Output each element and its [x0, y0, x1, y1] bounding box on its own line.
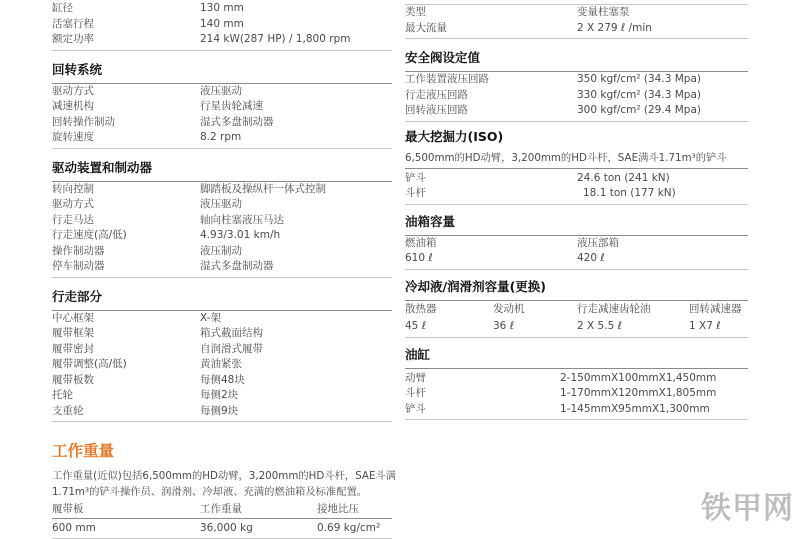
section-title-digging-force: 最大挖掘力(ISO): [405, 128, 504, 144]
spec-row: 停车制动器 湿式多盘制动器: [52, 260, 274, 272]
coolant-header: 散热器 发动机 行走减速齿轮油 回转减速器: [405, 302, 742, 315]
digging-note: 6,500mm的HD动臂，3,200mm的HD斗杆，SAE满斗1.71m³的铲斗: [405, 151, 727, 164]
section-title-coolant-capacity: 冷却液/润滑剂容量(更换): [405, 278, 546, 294]
section-title-swing: 回转系统: [52, 61, 103, 77]
spec-row: 回转操作制动 湿式多盘制动器: [52, 115, 274, 128]
spec-row: 履带调整(高/低) 黄油紧张: [52, 358, 242, 370]
left-column: [52, 0, 397, 539]
spec-row: 行走马达 轴向柱塞液压马达: [52, 213, 284, 226]
spec-row: 履带密封 自润滑式履带: [52, 342, 263, 355]
coolant-values: 45 ℓ 36 ℓ 2 X 5.5 ℓ 1 X7 ℓ: [405, 320, 721, 332]
spec-row: 操作制动器 液压制动: [52, 244, 242, 257]
tank-header: 燃油箱 液压部箱: [405, 236, 619, 249]
spec-row: 转向控制 脚踏板及操纵杆一体式控制: [52, 182, 326, 195]
spec-row: 类型 变量柱塞泵: [405, 6, 630, 18]
spec-row: 支重轮 每侧9块: [52, 404, 239, 417]
section-title-cylinders: 油缸: [405, 346, 431, 362]
section-title-drive: 驱动装置和制动器: [52, 159, 153, 175]
weight-table-row: 600 mm 36,000 kg 0.69 kg/cm²: [52, 521, 381, 534]
tank-values: 610 ℓ 420 ℓ: [405, 252, 605, 264]
section-title-relief-valve: 安全阀设定值: [405, 50, 481, 65]
spec-row: 斗杆 1-170mmX120mmX1,805mm: [405, 387, 717, 399]
spec-row: 回转液压回路 300 kgf/cm² (29.4 Mpa): [405, 104, 701, 116]
spec-row: 履带框架 箱式截面结构: [52, 327, 263, 339]
spec-row: 行走液压回路 330 kgf/cm² (34.3 Mpa): [405, 88, 701, 101]
spec-row: 活塞行程 140 mm: [52, 17, 244, 30]
spec-row: 工作装置液压回路 350 kgf/cm² (34.3 Mpa): [405, 73, 701, 85]
spec-row: 动臂 2-150mmX100mmX1,450mm: [405, 371, 717, 384]
section-title-operating-weight: 工作重量: [52, 442, 115, 460]
spec-row: 铲斗 1-145mmX95mmX1,300mm: [405, 402, 710, 415]
watermark-logo: 铁甲网: [701, 491, 794, 526]
spec-row: 驱动方式 液压驱动: [52, 84, 242, 97]
spec-row: 中心框架 X-架: [52, 311, 221, 324]
spec-row: 减速机构 行星齿轮减速: [52, 100, 263, 112]
section-title-tank-capacity: 油箱容量: [405, 213, 456, 229]
spec-row: 缸径 130 mm: [52, 2, 244, 14]
spec-row: 铲斗 24.6 ton (241 kN): [405, 171, 670, 184]
weight-note-line-2: 1.71m³的铲斗操作员、润滑剂、冷却液、充满的燃油箱及标准配置。: [52, 486, 368, 498]
spec-row: 托轮 每侧2块: [52, 389, 239, 401]
spec-row: 旋转速度 8.2 rpm: [52, 131, 242, 143]
spec-row: 最大流量 2 X 279 ℓ /min: [405, 21, 652, 34]
spec-row: 额定功率 214 kW(287 HP) / 1,800 rpm: [52, 33, 351, 45]
right-column: [405, 0, 748, 420]
spec-row: 斗杆 18.1 ton (177 kN): [405, 187, 676, 199]
weight-note-line-1: 工作重量(近似)包括6,500mm的HD动臂，3,200mm的HD斗杆，SAE斗满: [52, 470, 397, 482]
spec-row: 行走速度(高/低) 4.93/3.01 km/h: [52, 229, 281, 241]
spec-row: 驱动方式 液压驱动: [52, 198, 242, 210]
weight-table-header: 履带板 工作重量 接地比压: [52, 503, 359, 515]
spec-row: 履带板数 每侧48块: [52, 373, 245, 386]
section-title-undercarriage: 行走部分: [52, 288, 103, 304]
